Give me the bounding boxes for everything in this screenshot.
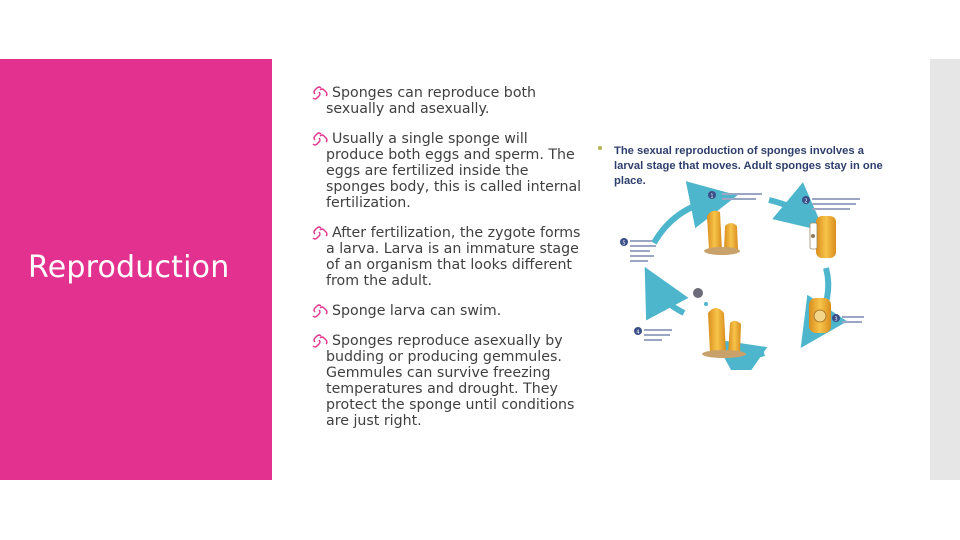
step-marker — [620, 238, 628, 247]
bullet-item — [312, 131, 587, 211]
svg-text:5: 5 — [622, 240, 626, 247]
chain-link-icon — [311, 225, 329, 241]
bullet-item — [312, 303, 587, 319]
figure-caption: The sexual reproduction of sponges involves a larval stage that moves. Adult sponges stay in one place. — [614, 145, 883, 187]
cycle-arrow — [769, 200, 806, 216]
bullet-text: Usually a single sponge will produce both eggs and sperm. The eggs are fertilized inside the sponges body, this is called internal fertilization. — [326, 131, 582, 211]
life-cycle-figure — [594, 138, 894, 370]
svg-text:2: 2 — [804, 198, 808, 205]
fertilized-egg-sponge — [809, 298, 831, 333]
swimming-larva — [693, 288, 708, 306]
bullet-text: Sponges can reproduce both sexually and asexually. — [326, 85, 537, 117]
chain-link-icon — [311, 333, 329, 349]
adult-sponge-group — [704, 211, 740, 255]
bullet-item — [312, 333, 587, 429]
bullet-item — [312, 225, 587, 289]
svg-text:1: 1 — [710, 193, 714, 200]
cycle-arrow — [654, 200, 714, 243]
young-sponge-group — [702, 308, 746, 358]
step-marker — [802, 196, 810, 205]
bullet-text: After fertilization, the zygote forms a larva. Larva is an immature stage of an organism that looks different from the adult. — [326, 225, 581, 289]
chain-link-icon — [311, 303, 329, 319]
sponge-life-cycle-diagram — [594, 138, 894, 370]
scrollbar[interactable] — [930, 59, 960, 480]
cycle-arrow — [656, 288, 684, 313]
svg-text:4: 4 — [636, 329, 640, 336]
step-marker — [634, 327, 642, 336]
bullet-list — [312, 85, 587, 443]
chain-link-icon — [311, 131, 329, 147]
bullet-text: Sponge larva can swim. — [332, 303, 502, 319]
sperm-releasing-sponge — [810, 216, 836, 258]
step-marker — [832, 314, 840, 323]
bullet-item — [312, 85, 587, 117]
svg-text:3: 3 — [834, 316, 838, 323]
slide-title: Reproduction — [28, 250, 230, 285]
bullet-text: Sponges reproduce asexually by budding or producing gemmules. Gemmules can survive freezing temperatures and drought. They protect the sponge until conditions are just right. — [326, 333, 575, 429]
chain-link-icon — [311, 85, 329, 101]
